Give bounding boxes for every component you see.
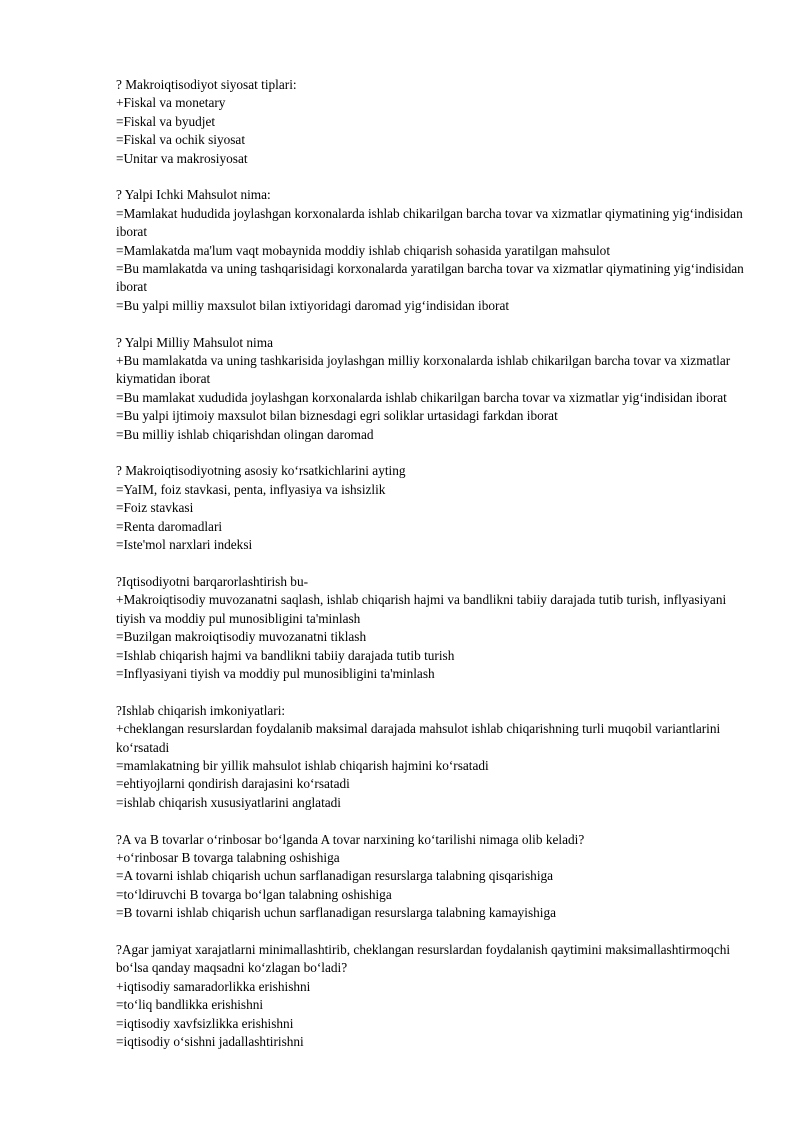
answer-option: =Bu mamlakat xududida joylashgan korxonalarda ishlab chikarilgan barcha tovar va xizmatlar yig‘indisidan iborat — [116, 389, 727, 405]
answer-option: =Bu yalpi ijtimoiy maxsulot bilan biznesdagi egri soliklar urtasidagi farkdan iborat — [116, 408, 558, 424]
question-block-4 — [116, 462, 746, 554]
answer-option: =mamlakatning bir yillik mahsulot ishlab chiqarish hajmini ko‘rsatadi — [116, 757, 489, 773]
answer-option: +iqtisodiy samaradorlikka erishishni — [116, 978, 311, 994]
answer-option: +Bu mamlakatda va uning tashkarisida joylashgan milliy korxonalarda ishlab chikarilgan barcha tovar va xizmatlar kiymatidan iborat — [116, 353, 731, 387]
answer-option: +Makroiqtisodiy muvozanatni saqlash, ishlab chiqarish hajmi va bandlikni tabiiy darajada tutib turish, inflyasiyani tiyish va moddiy pul munosibligini ta'minlash — [116, 592, 727, 626]
question-block-6 — [116, 702, 746, 812]
question-text: ?A va B tovarlar o‘rinbosar bo‘lganda A tovar narxining ko‘tarilishi nimaga olib keladi? — [116, 831, 585, 847]
document-content — [116, 76, 746, 1070]
answer-option: =to‘ldiruvchi B tovarga bo‘lgan talabning oshishiga — [116, 886, 392, 902]
question-block-5 — [116, 573, 746, 683]
answer-option: =Iste'mol narxlari indeksi — [116, 537, 253, 553]
answer-option: =iqtisodiy o‘sishni jadallashtirishni — [116, 1034, 304, 1050]
answer-option: =Bu milliy ishlab chiqarishdan olingan daromad — [116, 426, 374, 442]
answer-option: =Ishlab chiqarish hajmi va bandlikni tabiiy darajada tutib turish — [116, 647, 455, 663]
question-text: ? Yalpi Ichki Mahsulot nima: — [116, 187, 271, 203]
answer-option: =Buzilgan makroiqtisodiy muvozanatni tiklash — [116, 629, 367, 645]
answer-option: =Mamlakat hududida joylashgan korxonalarda ishlab chikarilgan barcha tovar va xizmatlar qiymatining yig‘indisidan iborat — [116, 205, 743, 240]
question-text: ? Makroiqtisodiyotning asosiy ko‘rsatkichlarini ayting — [116, 463, 406, 479]
answer-option: =Fiskal va ochik siyosat — [116, 132, 246, 148]
question-text: ? Makroiqtisodiyot siyosat tiplari: — [116, 77, 297, 92]
answer-option: =to‘liq bandlikka erishishni — [116, 997, 264, 1013]
answer-option: =Mamlakatda ma'lum vaqt mobaynida moddiy ishlab chiqarish sohasida yaratilgan mahsulot — [116, 242, 611, 258]
answer-option: =Fiskal va byudjet — [116, 113, 216, 129]
answer-option: =A tovarni ishlab chiqarish uchun sarflanadigan resurslarga talabning qisqarishiga — [116, 868, 554, 884]
question-block-3 — [116, 334, 746, 444]
question-block-8 — [116, 941, 746, 1051]
answer-option: =Unitar va makrosiyosat — [116, 150, 248, 166]
answer-option: +cheklangan resurslardan foydalanib maksimal darajada mahsulot ishlab chiqarishning turli muqobil variantlarini ko‘rsatadi — [116, 721, 721, 755]
answer-option: +Fiskal va monetary — [116, 95, 226, 111]
answer-option: =ehtiyojlarni qondirish darajasini ko‘rsatadi — [116, 776, 350, 792]
question-block-1 — [116, 76, 746, 168]
answer-option: =YaIM, foiz stavkasi, penta, inflyasiya va ishsizlik — [116, 481, 386, 497]
answer-option: =Bu yalpi milliy maxsulot bilan ixtiyoridagi daromad yig‘indisidan iborat — [116, 297, 510, 313]
question-text: ?Ishlab chiqarish imkoniyatlari: — [116, 702, 286, 718]
answer-option: =B tovarni ishlab chiqarish uchun sarflanadigan resurslarga talabning kamayishiga — [116, 905, 557, 921]
question-text: ?Agar jamiyat xarajatlarni minimallashtirib, cheklangan resurslardan foydalanish qaytimini maksimallashtirmoqchi bo‘lsa qanday maqsadni ko‘zlagan bo‘ladi? — [116, 941, 731, 976]
answer-option: =ishlab chiqarish xususiyatlarini anglatadi — [116, 794, 342, 810]
answer-option: =Inflyasiyani tiyish va moddiy pul munosibligini ta'minlash — [116, 665, 435, 681]
answer-option: =Bu mamlakatda va uning tashqarisidagi korxonalarda yaratilgan barcha tovar va xizmatlar qiymatining yig‘indisidan iborat — [116, 261, 744, 295]
answer-option: =iqtisodiy xavfsizlikka erishishni — [116, 1015, 294, 1031]
question-text: ? Yalpi Milliy Mahsulot nima — [116, 334, 273, 350]
question-text: ?Iqtisodiyotni barqarorlashtirish bu- — [116, 573, 309, 589]
question-block-7 — [116, 831, 746, 923]
answer-option: +o‘rinbosar B tovarga talabning oshishiga — [116, 849, 340, 865]
question-block-2 — [116, 186, 746, 315]
answer-option: =Renta daromadlari — [116, 518, 223, 534]
answer-option: =Foiz stavkasi — [116, 500, 194, 516]
